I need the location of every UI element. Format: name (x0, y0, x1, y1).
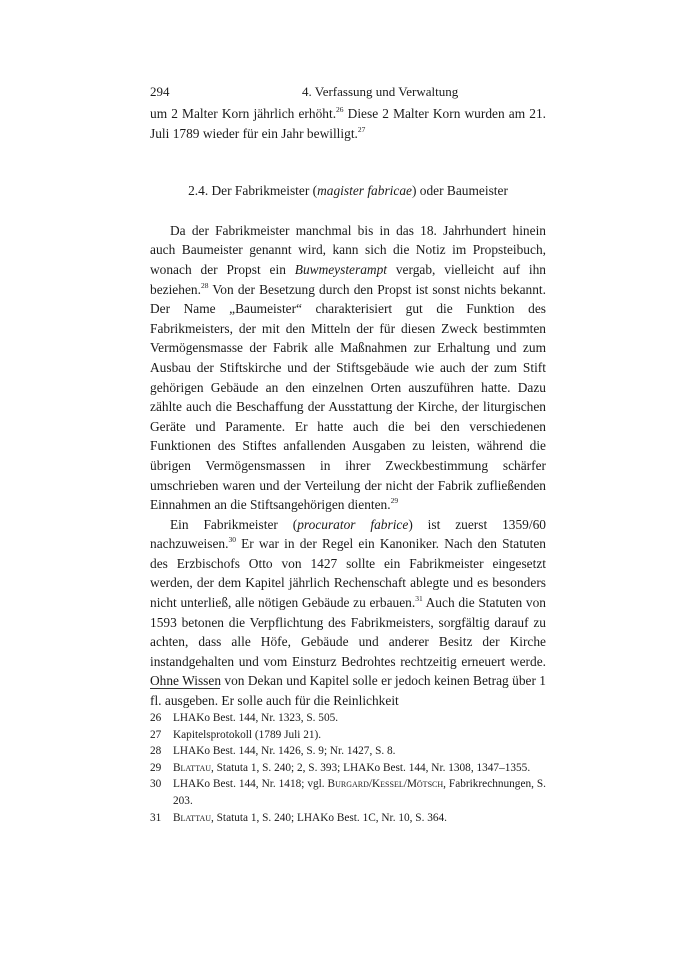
page-header (150, 84, 546, 104)
text-run: , Fabrikrechnungen, S. 203. (173, 778, 546, 807)
footnotes (150, 710, 546, 826)
footnote-text (173, 710, 546, 727)
footnote-marker: 27 (357, 124, 366, 134)
heading-run: ) oder Baumeister (411, 183, 508, 199)
footnote-number: 30 (150, 778, 162, 791)
author-name: Blattau (173, 761, 211, 774)
footnote-text (173, 776, 546, 809)
running-head: 4. Verfassung und Verwaltung (302, 84, 459, 99)
footnote (150, 743, 546, 760)
footnote-marker: 26 (336, 105, 344, 114)
footnote-number: 27 (150, 728, 162, 741)
text-run: Kapitelsprotokoll (1789 Juli 21). (173, 728, 322, 741)
continuation-paragraph (150, 104, 546, 143)
section-heading (150, 181, 546, 201)
footnote-marker: 29 (390, 496, 399, 506)
italic-term: Buwmeysterampt (294, 261, 387, 277)
footnote-number: 26 (150, 712, 162, 724)
footnote-text (173, 760, 546, 777)
paragraph-1 (150, 221, 546, 515)
text-run: vergab, vielleicht auf ihn beziehen. (150, 261, 546, 297)
main-text (150, 104, 546, 711)
text-run: Von der Besetzung durch den Propst ist sonst nichts bekannt. Der Name „Baumeister“ charakterisiert gut die Funktion des Fabrikmeisters, der mit den Mitteln der für diesen Zweck bestimmten Vermögensmasse der Fabrik alle Maßnahmen zur Erhaltung und zum Ausbau der Stiftskirche und der Stiftsgebäude wie auch der zum Stift gehörigen Gebäude an den einzelnen Orten auszuführen hatte. Dazu zählte auch die Beschaffung der Ausstattung der Kirche, der liturgischen Geräte und Paramente. Er hatte auch die bei den verschiedenen Funktionen des Stiftes anfallenden Ausgaben zu leisten, während die übrigen Vermögensmassen in ihrer Zweckbestimmung schärfer umschrieben waren und der Verteilung der nicht der Fabrik zufließenden Einnahmen an die Stiftsangehörigen dienten. (150, 281, 546, 513)
text-run: LHAKo Best. 144, Nr. 1418; vgl. (173, 778, 328, 791)
footnote-text (173, 743, 546, 760)
heading-run: 2.4. Der Fabrikmeister ( (188, 183, 318, 199)
author-name: Blattau (173, 811, 211, 824)
text-run: Er war in der Regel ein Kanoniker. Nach den Statuten des Erzbischofs Otto von 1427 sollte ein Fabrikmeister eingesetzt werden, der dem Kapitel jährlich Rechenschaft ablegte und es besonders nicht unterließ, alle nötigen Gebäude zu erbauen. (150, 536, 546, 611)
italic-term: procurator fabrice (297, 516, 409, 532)
footnote-number: 28 (150, 745, 162, 758)
footnote (150, 810, 546, 827)
text-run: Auch die Statuten von 1593 betonen die Verpflichtung des Fabrikmeisters, sorgfältig darauf zu achten, dass alle Höfe, Gebäude und anderer Besitz der Kirche instandgehalten und vom Einsturz Bedrohtes rechtzeitig erneuert werde. Ohne Wissen von Dekan und Kapitel solle er jedoch keinen Betrag über 1 fl. ausgeben. Er solle auch für die Reinlichkeit (150, 595, 546, 709)
text-run: , Statuta 1, S. 240; 2, S. 393; LHAKo Best. 144, Nr. 1308, 1347–1355. (211, 761, 531, 774)
footnote-number: 31 (150, 811, 162, 824)
page-number: 294 (150, 84, 170, 99)
footnote (150, 760, 546, 777)
footnote-text (173, 810, 546, 827)
footnote-marker: 31 (415, 594, 423, 604)
text-run: LHAKo Best. 144, Nr. 1323, S. 505. (173, 712, 339, 724)
footnote (150, 710, 546, 727)
text-run: ) ist zuerst 1359/60 nachzuweisen. (150, 516, 546, 552)
author-name: Burgard/Kessel/Mötsch (327, 778, 444, 791)
footnote (150, 776, 546, 809)
footnote (150, 727, 546, 744)
footnote-marker: 30 (228, 535, 236, 545)
text-run: um 2 Malter Korn jährlich erhöht. (150, 106, 337, 121)
heading-italic: magister fabricae (317, 183, 412, 199)
footnote-number: 29 (150, 761, 162, 774)
page-body (150, 84, 546, 711)
text-run: LHAKo Best. 144, Nr. 1426, S. 9; Nr. 1427, S. 8. (173, 745, 396, 758)
text-run: , Statuta 1, S. 240; LHAKo Best. 1C, Nr. 10, S. 364. (211, 811, 447, 824)
footnote-separator (150, 688, 220, 689)
text-run: Da der Fabrikmeister manchmal bis in das 18. Jahrhundert hinein auch Baumeister genannt wird, kann sich die Notiz im Propsteibuch, wonach der Propst ein (150, 222, 546, 277)
footnote-marker: 28 (200, 280, 209, 290)
text-run: Diese 2 Malter Korn wurden am 21. Juli 1789 wieder für ein Jahr bewilligt. (150, 106, 546, 141)
footnote-text (173, 727, 546, 744)
paragraph-2 (150, 515, 546, 711)
text-run: Ein Fabrikmeister ( (170, 516, 298, 532)
